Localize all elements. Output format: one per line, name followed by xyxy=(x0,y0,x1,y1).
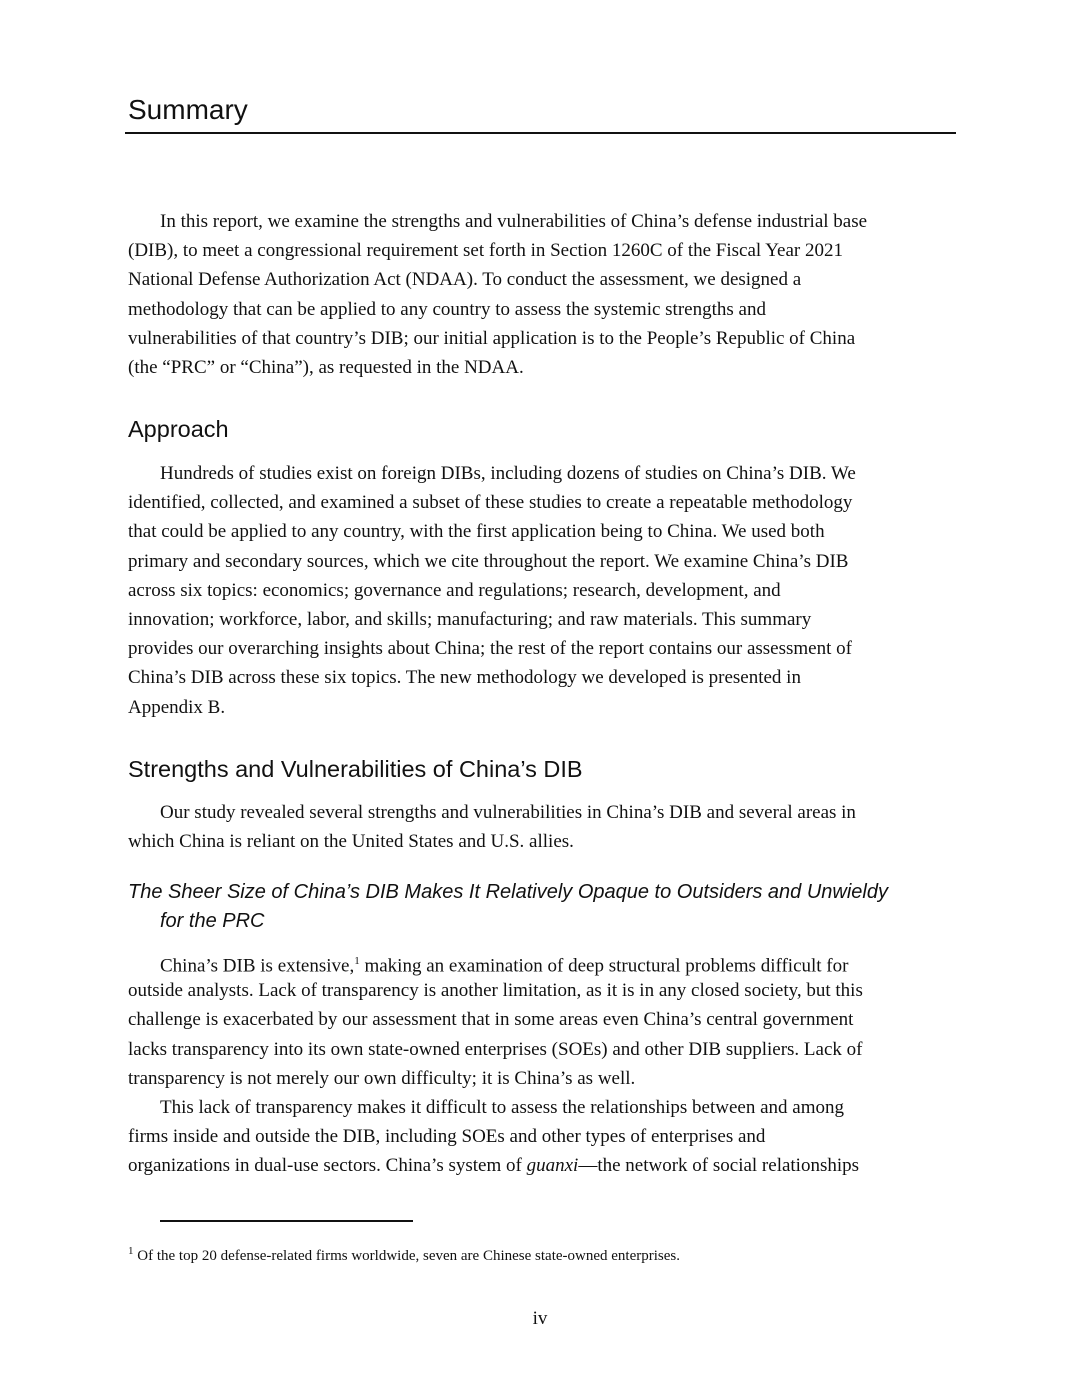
text-line: Appendix B. xyxy=(128,696,226,718)
text-line: primary and secondary sources, which we cite throughout the report. We examine China’s DIB xyxy=(128,550,849,572)
text-line: This lack of transparency makes it difficult to assess the relationships between and among xyxy=(160,1096,844,1118)
footnote xyxy=(128,1245,680,1265)
approach-paragraph xyxy=(128,459,958,722)
section-heading-strengths: Strengths and Vulnerabilities of China’s DIB xyxy=(128,756,583,782)
text-line: innovation; workforce, labor, and skills; manufacturing; and raw materials. This summary xyxy=(128,608,812,630)
text-span: making an examination of deep structural problems difficult for xyxy=(359,955,849,977)
text-line: transparency is not merely our own difficulty; it is China’s as well. xyxy=(128,1067,636,1089)
text-line xyxy=(128,947,958,976)
footnote-text: Of the top 20 defense-related firms worldwide, seven are Chinese state-owned enterprises. xyxy=(133,1248,680,1264)
text-line: National Defense Authorization Act (NDAA). To conduct the assessment, we designed a xyxy=(128,269,802,291)
text-span: —the network of social relationships xyxy=(578,1155,860,1177)
subsection-heading xyxy=(128,878,888,936)
strengths-paragraph xyxy=(128,798,958,856)
text-span: China’s DIB is extensive, xyxy=(160,955,355,977)
text-line: which China is reliant on the United States and U.S. allies. xyxy=(128,831,574,853)
body-paragraph xyxy=(128,947,958,1181)
italic-term: guanxi xyxy=(526,1155,579,1177)
text-line: provides our overarching insights about China; the rest of the report contains our assessment of xyxy=(128,638,852,660)
text-span: organizations in dual-use sectors. China’s system of xyxy=(128,1155,527,1177)
text-line: methodology that can be applied to any country to assess the systemic strengths and xyxy=(128,298,766,320)
text-line: across six topics: economics; governance and regulations; research, development, and xyxy=(128,579,781,601)
text-line: for the PRC xyxy=(160,910,265,932)
text-line: (the “PRC” or “China”), as requested in the NDAA. xyxy=(128,356,524,378)
page-title: Summary xyxy=(128,94,248,125)
section-heading-approach: Approach xyxy=(128,416,229,442)
intro-paragraph xyxy=(128,207,958,382)
footnote-reference[interactable]: 1 xyxy=(354,955,360,967)
text-line: challenge is exacerbated by our assessment that in some areas even China’s central government xyxy=(128,1009,854,1031)
footnote-number: 1 xyxy=(128,1245,134,1257)
text-line: lacks transparency into its own state-owned enterprises (SOEs) and other DIB suppliers. Lack of xyxy=(128,1038,863,1060)
text-line: China’s DIB across these six topics. The new methodology we developed is presented in xyxy=(128,667,801,689)
text-line: The Sheer Size of China’s DIB Makes It Relatively Opaque to Outsiders and Unwieldy xyxy=(128,881,888,903)
text-line: outside analysts. Lack of transparency is another limitation, as it is in any closed society, but this xyxy=(128,980,863,1002)
title-rule xyxy=(125,132,956,134)
text-line: vulnerabilities of that country’s DIB; our initial application is to the People’s Republic of China xyxy=(128,327,856,349)
text-line: In this report, we examine the strengths and vulnerabilities of China’s defense industrial base xyxy=(160,211,868,232)
text-line: identified, collected, and examined a subset of these studies to create a repeatable methodology xyxy=(128,492,853,514)
text-line: Our study revealed several strengths and vulnerabilities in China’s DIB and several areas in xyxy=(160,802,856,823)
text-line xyxy=(128,1151,958,1180)
text-line: firms inside and outside the DIB, including SOEs and other types of enterprises and xyxy=(128,1126,766,1148)
text-line: that could be applied to any country, with the first application being to China. We used both xyxy=(128,521,825,543)
footnote-rule xyxy=(160,1220,413,1222)
text-line: Hundreds of studies exist on foreign DIBs, including dozens of studies on China’s DIB. We xyxy=(160,463,856,484)
page-number: iv xyxy=(532,1308,548,1329)
text-line: (DIB), to meet a congressional requirement set forth in Section 1260C of the Fiscal Year 2021 xyxy=(128,240,843,262)
